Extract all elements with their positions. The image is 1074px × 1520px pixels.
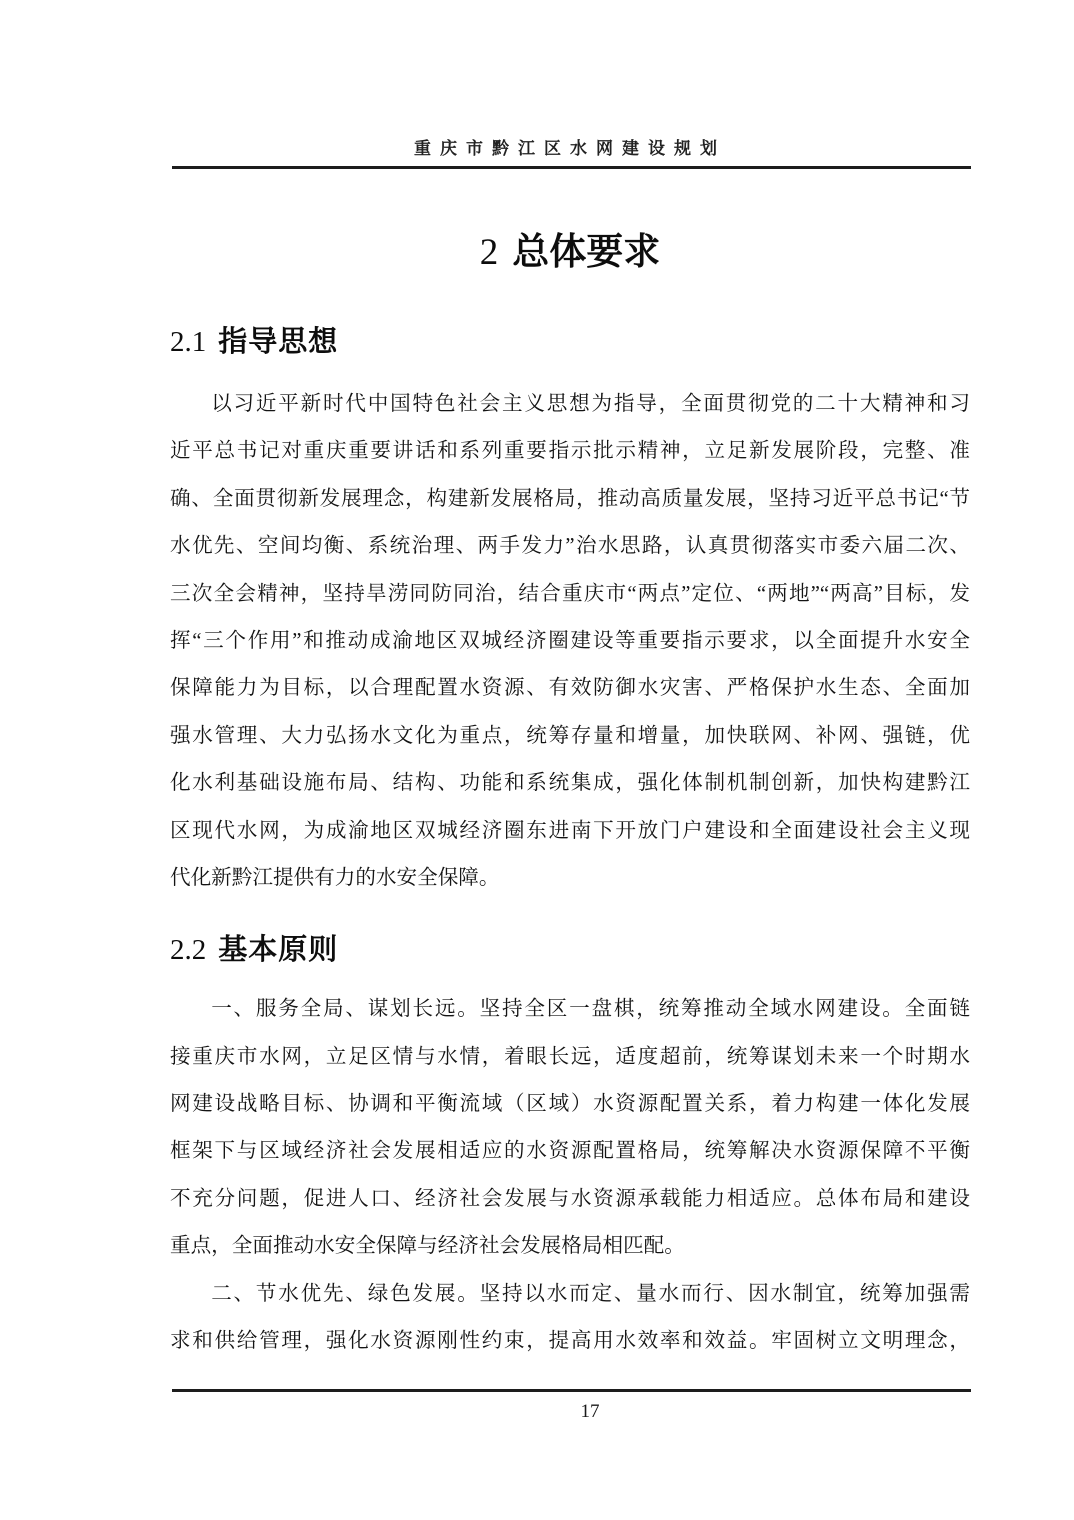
- section-heading: [170, 930, 970, 970]
- text-line: 不充分问题，促进人口、经济社会发展与水资源承载能力相适应。总体布局和建设: [170, 1187, 970, 1210]
- text-line: 接重庆市水网，立足区情与水情，着眼长远，适度超前，统筹谋划未来一个时期水: [170, 1045, 970, 1068]
- text-line: 水优先、空间均衡、系统治理、两手发力”治水思路，认真贯彻落实市委六届二次、: [170, 535, 970, 558]
- text-line: 保障能力为目标，以合理配置水资源、有效防御水灾害、严格保护水生态、全面加: [170, 677, 970, 700]
- section-title-text: 指导思想: [218, 326, 339, 358]
- text-line: 强水管理、大力弘扬水文化为重点，统筹存量和增量，加快联网、补网、强链，优: [170, 724, 970, 747]
- header-title: 重庆市黔江区水网建设规划: [414, 139, 726, 158]
- chapter-number: 2: [479, 232, 499, 273]
- text-line: 以习近平新时代中国特色社会主义思想为指导，全面贯彻党的二十大精神和习: [211, 393, 970, 415]
- text-line: 网建设战略目标、协调和平衡流域（区域）水资源配置关系，着力构建一体化发展: [170, 1093, 970, 1116]
- text-line: 求和供给管理，强化水资源刚性约束，提高用水效率和效益。牢固树立文明理念，: [170, 1330, 970, 1353]
- page-number: 17: [580, 1401, 600, 1422]
- section-heading: [170, 322, 970, 362]
- text-line: 化水利基础设施布局、结构、功能和系统集成，强化体制机制创新，加快构建黔江: [170, 772, 970, 795]
- section-title-text: 基本原则: [218, 934, 339, 967]
- text-line: 重点，全面推动水安全保障与经济社会发展格局相匹配。: [170, 1235, 685, 1258]
- footer-rule: [172, 1389, 971, 1392]
- paragraph: [170, 1271, 970, 1366]
- text-line: 挥“三个作用”和推动成渝地区双城经济圈建设等重要指示要求，以全面提升水安全: [170, 629, 970, 652]
- text-line: 三次全会精神，坚持旱涝同防同治，结合重庆市“两点”定位、“两地”“两高”目标，发: [170, 582, 970, 605]
- text-line: 框架下与区域经济社会发展相适应的水资源配置格局，统筹解决水资源保障不平衡: [170, 1140, 970, 1163]
- text-line: 近平总书记对重庆重要讲话和系列重要指示批示精神，立足新发展阶段，完整、准: [170, 440, 970, 463]
- paragraph: [170, 986, 970, 1270]
- text-line: 二、节水优先、绿色发展。坚持以水而定、量水而行、因水制宜，统筹加强需: [211, 1282, 970, 1305]
- text-line: 确、全面贯彻新发展理念，构建新发展格局，推动高质量发展，坚持习近平总书记“节: [170, 487, 970, 510]
- chapter-title: [170, 228, 970, 276]
- text-line: 一、服务全局、谋划长远。坚持全区一盘棋，统筹推动全域水网建设。全面链: [211, 998, 970, 1021]
- text-line: 代化新黔江提供有力的水安全保障。: [170, 866, 500, 889]
- text-line: 区现代水网，为成渝地区双城经济圈东进南下开放门户建设和全面建设社会主义现: [170, 819, 970, 842]
- section-number: 2.1: [170, 326, 207, 358]
- paragraph: [170, 381, 970, 902]
- document-content: [170, 0, 970, 1365]
- section-number: 2.2: [170, 934, 207, 967]
- document-body: [170, 322, 970, 1365]
- chapter-title-text: 总体要求: [512, 231, 661, 272]
